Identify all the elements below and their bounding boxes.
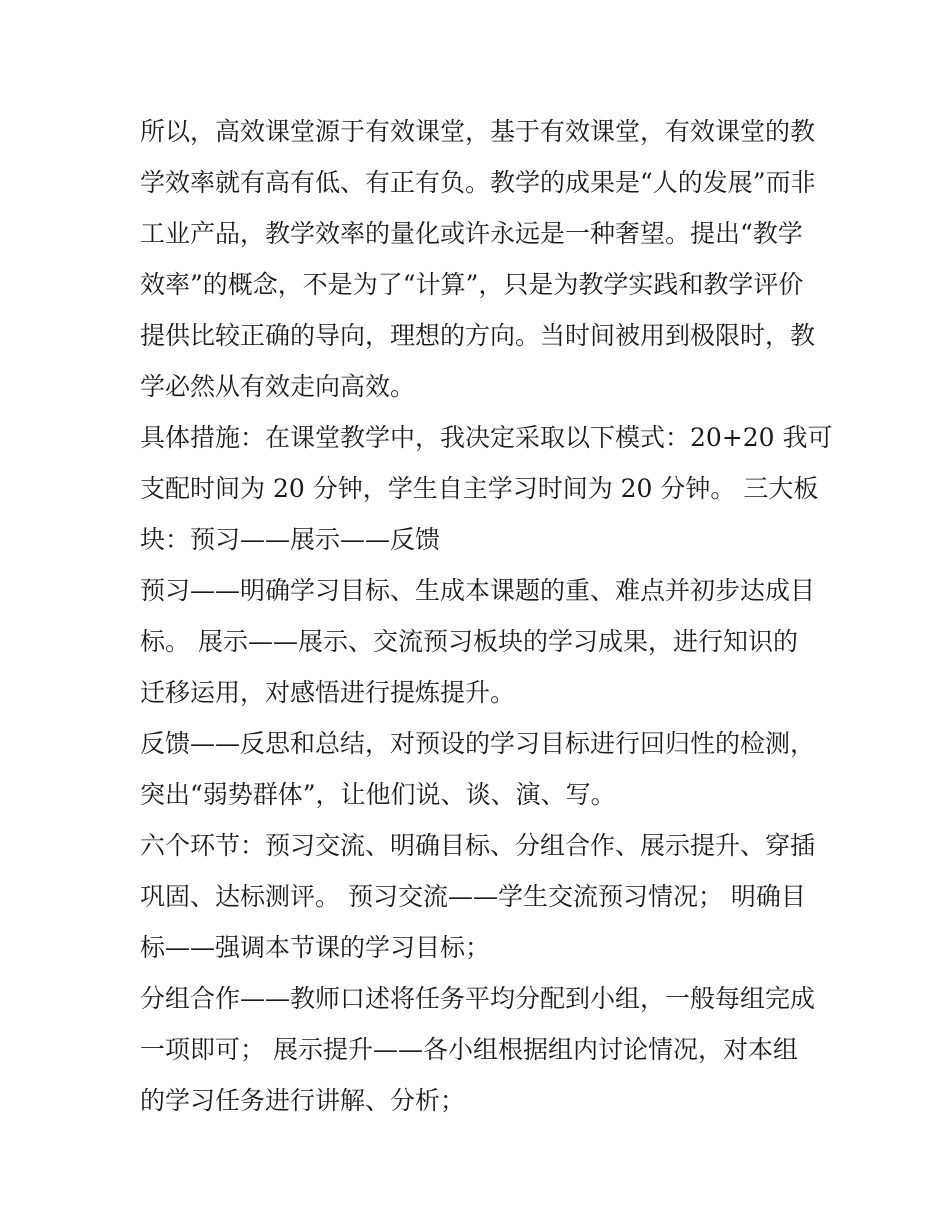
text-line: 预习——明确学习目标、生成本课题的重、难点并初步达成目 <box>140 576 816 605</box>
paragraph-six-steps <box>140 820 816 973</box>
text-line: 标——强调本节课的学习目标； <box>140 933 491 962</box>
text-line: 提供比较正确的导向，理想的方向。当时间被用到极限时，教 <box>140 321 816 350</box>
text-line: 效率”的概念，不是为了“计算”，只是为教学实践和教学评价 <box>140 270 804 299</box>
text-line: 所以，高效课堂源于有效课堂，基于有效课堂，有效课堂的教 <box>140 117 816 146</box>
paragraph-group-work <box>140 973 816 1126</box>
paragraph-preview <box>140 565 816 718</box>
text-line: 的学习任务进行讲解、分析； <box>140 1086 466 1115</box>
paragraph-measures <box>140 412 833 565</box>
text-line: 具体措施：在课堂教学中，我决定采取以下模式：20+20 我可 <box>140 423 833 452</box>
text-line: 学必然从有效走向高效。 <box>140 372 416 401</box>
text-line: 巩固、达标测评。 预习交流——学生交流预习情况； 明确目 <box>140 882 806 911</box>
text-line: 支配时间为 20 分钟，学生自主学习时间为 20 分钟。 三大板 <box>140 474 819 503</box>
text-line: 工业产品，教学效率的量化或许永远是一种奢望。提出“教学 <box>140 219 803 248</box>
text-line: 反馈——反思和总结，对预设的学习目标进行回归性的检测， <box>140 729 816 758</box>
text-line: 块：预习——展示——反馈 <box>140 525 441 554</box>
document-body <box>140 106 833 1126</box>
paragraph-efficiency <box>140 106 816 412</box>
text-line: 迁移运用，对感悟进行提炼提升。 <box>140 678 516 707</box>
text-line: 分组合作——教师口述将任务平均分配到小组，一般每组完成 <box>140 984 816 1013</box>
paragraph-feedback <box>140 718 816 820</box>
text-line: 标。 展示——展示、交流预习板块的学习成果，进行知识的 <box>140 627 798 656</box>
text-line: 一项即可； 展示提升——各小组根据组内讨论情况，对本组 <box>140 1035 798 1064</box>
text-line: 突出“弱势群体”，让他们说、谈、演、写。 <box>140 780 616 809</box>
text-line: 学效率就有高有低、有正有负。教学的成果是“人的发展”而非 <box>140 168 816 197</box>
text-line: 六个环节：预习交流、明确目标、分组合作、展示提升、穿插 <box>140 831 816 860</box>
